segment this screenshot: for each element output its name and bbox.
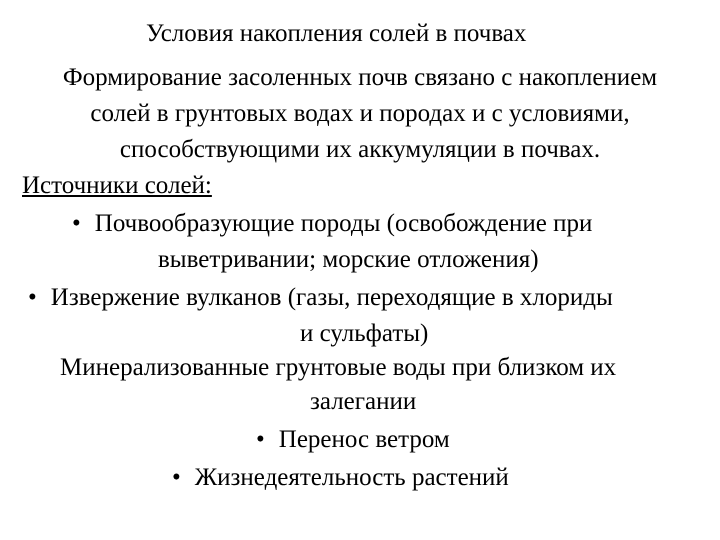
bullet-icon: • <box>28 284 37 311</box>
list-item-groundwater: Минерализованные грунтовые воды при близком их <box>60 354 617 381</box>
list-item-text: Почвообразующие породы (освобождение при <box>94 210 593 237</box>
bullet-icon: • <box>256 426 265 453</box>
list-item-continuation: и сульфаты) <box>300 320 429 347</box>
list-item-volcanoes <box>28 280 613 316</box>
slide-title: Условия накопления солей в почвах <box>146 20 527 47</box>
list-item-plants <box>172 460 509 496</box>
sources-heading: Источники солей: <box>22 172 212 199</box>
list-item-wind <box>256 422 450 458</box>
list-item-text: Жизнедеятельность растений <box>194 464 509 491</box>
list-item-text: Перенос ветром <box>278 426 450 453</box>
bullet-icon: • <box>172 464 181 491</box>
intro-line-3: способствующими их аккумуляции в почвах. <box>119 136 601 163</box>
list-item-continuation: залегании <box>310 388 417 415</box>
list-item-text: Извержение вулканов (газы, переходящие в хлориды <box>50 284 613 311</box>
list-item-parent-rocks <box>72 206 592 242</box>
list-item-continuation: выветривании; морские отложения) <box>158 246 539 273</box>
intro-line-1: Формирование засоленных почв связано с накоплением <box>62 64 658 91</box>
intro-line-2: солей в грунтовых водах и породах и с условиями, <box>90 100 630 127</box>
bullet-icon: • <box>72 210 81 237</box>
